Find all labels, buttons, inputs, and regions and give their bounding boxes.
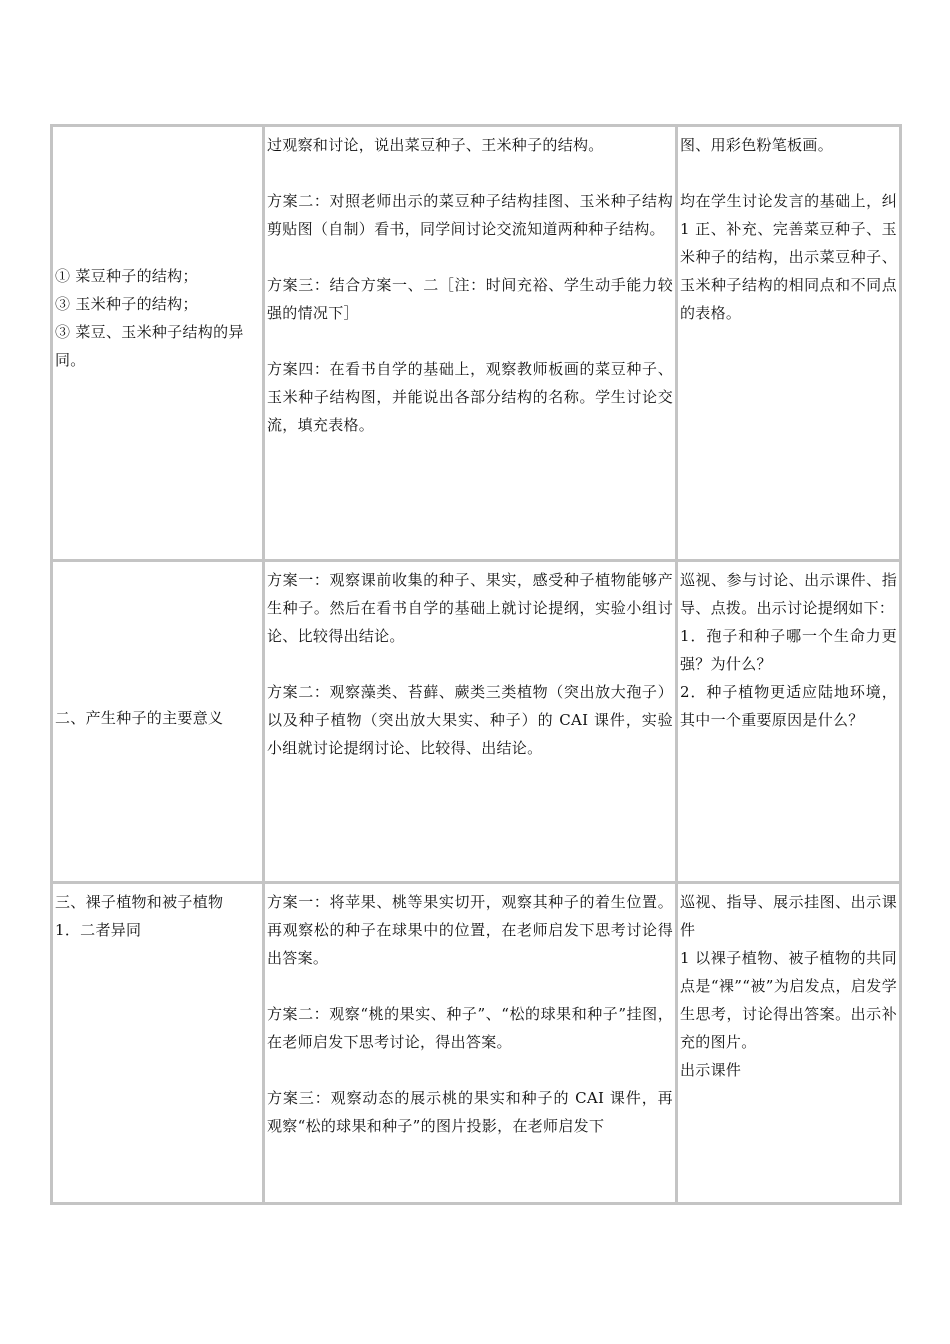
topic-line: ③ 玉米种子的结构； [55,295,198,313]
plan-paragraph: 方案三：观察动态的展示桃的果实和种子的 CAI 课件，再观察“松的球果和种子”的图片投影，在老师启发下 [267,1089,673,1135]
plan-paragraph: 方案一：将苹果、桃等果实切开，观察其种子的着生位置。再观察松的种子在球果中的位置，在老师启发下思考讨论得出答案。 [267,893,673,967]
table-row [53,884,899,1202]
student-activity-cell [265,884,678,1202]
teacher-paragraph: 出示课件 [680,1061,742,1079]
discussion-question: 1．孢子和种子哪一个生命力更强？为什么？ [680,627,897,673]
teacher-paragraph: 巡视、指导、展示挂图、出示课件 [680,893,897,939]
table-row [53,562,899,884]
topic-line: ③ 菜豆、玉米种子结构的异同。 [55,323,244,369]
topic-line: 三、裸子植物和被子植物 [55,893,224,911]
plan-paragraph: 方案二：观察“桃的果实、种子”、“松的球果和种子”挂图，在老师启发下思考讨论，得出答案。 [267,1005,673,1051]
teacher-activity-cell [678,127,899,559]
plan-paragraph: 方案二：观察藻类、苔藓、蕨类三类植物（突出放大孢子）以及种子植物（突出放大果实、种子）的 CAI 课件，实验小组就讨论提纲讨论、比较得、出结论。 [267,683,673,757]
teacher-paragraph: 巡视、参与讨论、出示课件、指导、点拨。出示讨论提纲如下： [680,571,897,617]
topic-cell [53,884,265,1202]
plan-paragraph: 方案三：结合方案一、二［注：时间充裕、学生动手能力较强的情况下］ [267,276,673,322]
teacher-paragraph: 均在学生讨论发言的基础上，纠 1 正、补充、完善菜豆种子、玉米种子的结构，出示菜豆种子、玉米种子结构的相同点和不同点的表格。 [680,192,897,322]
topic-line: 二、产生种子的主要意义 [55,708,224,727]
student-activity-cell [265,562,678,881]
plan-paragraph: 方案四：在看书自学的基础上，观察教师板画的菜豆种子、玉米种子结构图，并能说出各部分结构的名称。学生讨论交流，填充表格。 [267,360,673,434]
teacher-paragraph: 1 以裸子植物、被子植物的共同点是“裸”“被”为启发点，启发学生思考，讨论得出答案。出示补充的图片。 [680,949,897,1051]
topic-cell [53,127,265,559]
topic-line: ① 菜豆种子的结构； [55,267,198,285]
teacher-paragraph: 图、用彩色粉笔板画。 [680,136,834,154]
discussion-question: 2．种子植物更适应陆地环境，其中一个重要原因是什么？ [680,683,897,729]
topic-line: 1．二者异同 [55,921,142,939]
student-activity-cell [265,127,678,559]
plan-paragraph: 方案二：对照老师出示的菜豆种子结构挂图、玉米种子结构剪贴图（自制）看书，同学间讨论交流知道两种种子结构。 [267,192,673,238]
plan-paragraph: 方案一：观察课前收集的种子、果实，感受种子植物能够产生种子。然后在看书自学的基础上就讨论提纲，实验小组讨论、比较得出结论。 [267,571,673,645]
topic-cell [53,562,265,881]
table-row [53,127,899,562]
lesson-plan-table [50,124,902,1205]
teacher-activity-cell [678,884,899,1202]
plan-paragraph: 过观察和讨论，说出菜豆种子、王米种子的结构。 [267,136,604,154]
teacher-activity-cell [678,562,899,881]
